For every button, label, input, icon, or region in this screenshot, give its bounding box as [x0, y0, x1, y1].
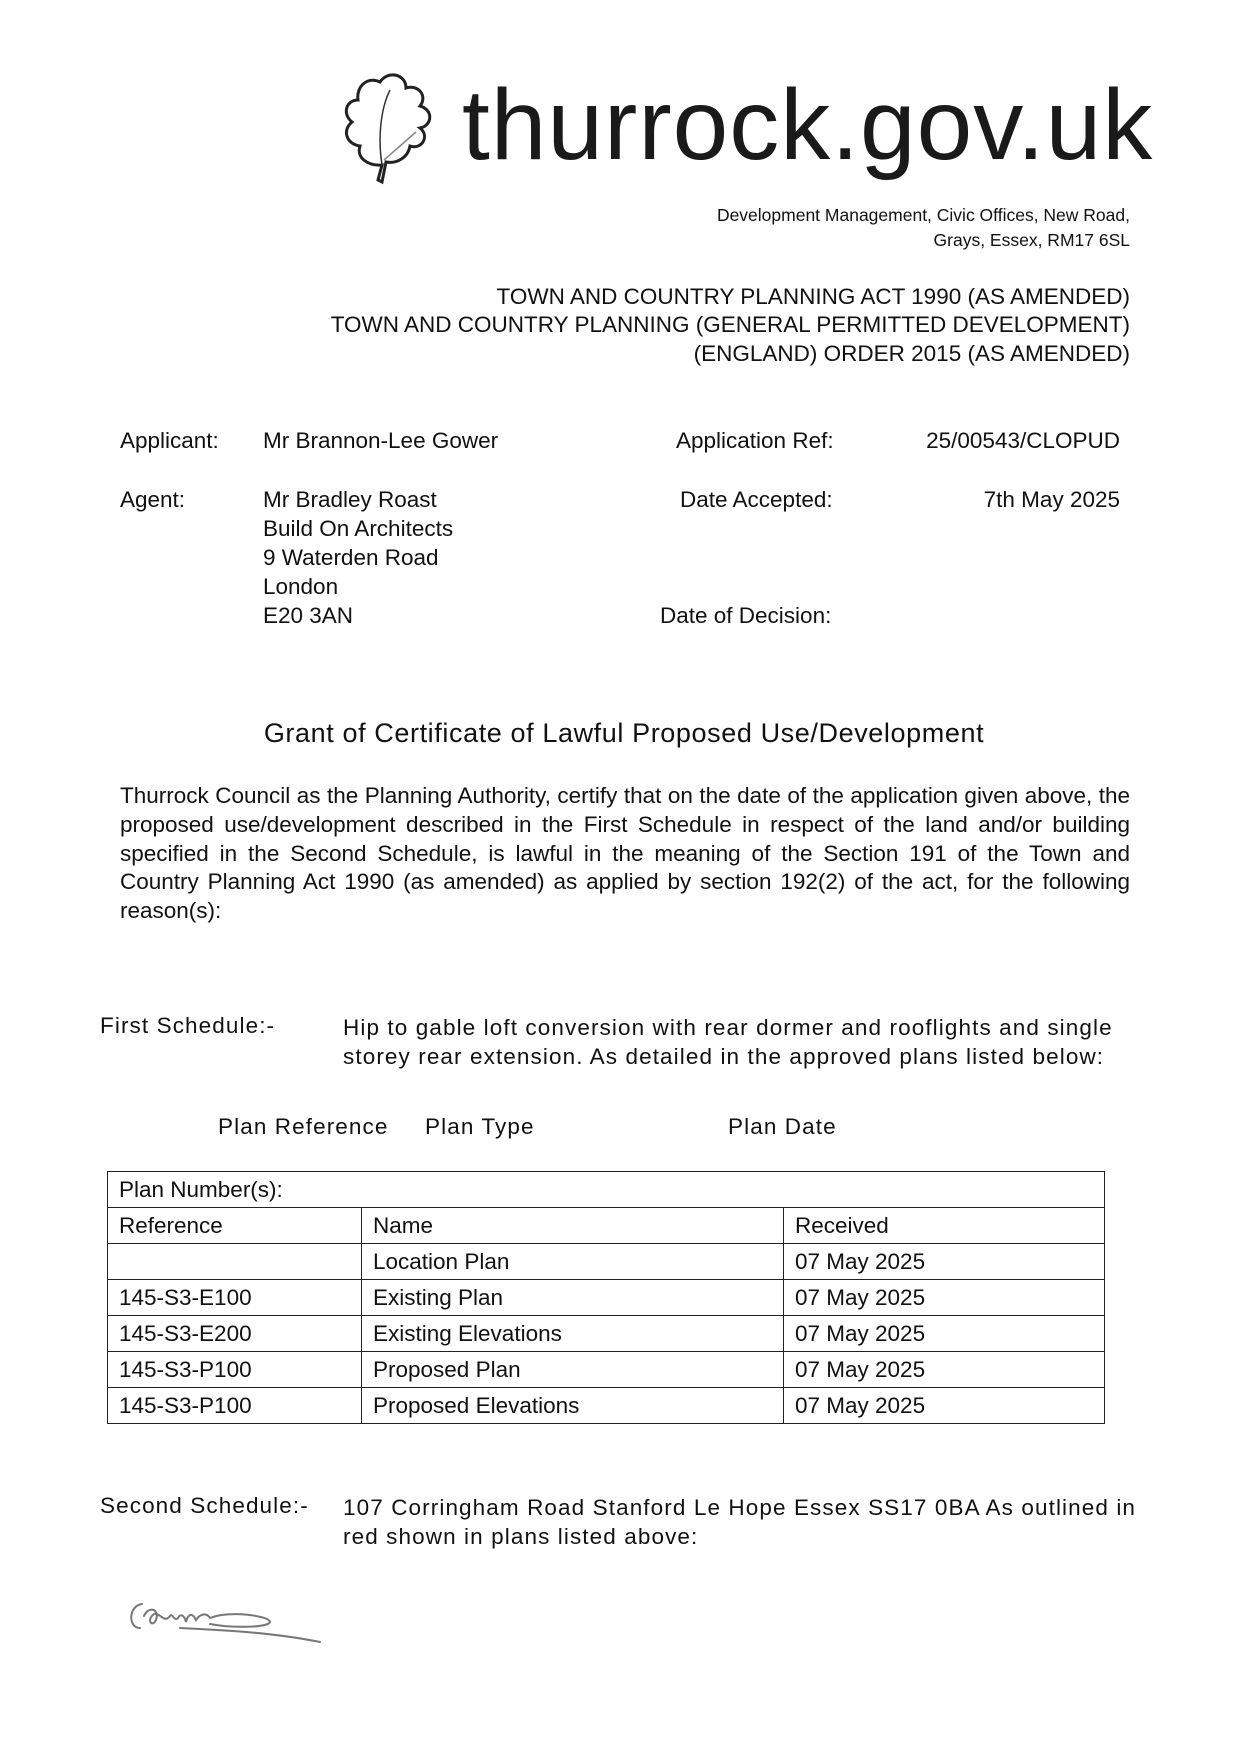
date-of-decision-label: Date of Decision:	[660, 603, 832, 628]
cell-name: Proposed Elevations	[362, 1388, 784, 1424]
certificate-title: Grant of Certificate of Lawful Proposed Use/Development	[263, 718, 985, 748]
table-caption: Plan Number(s):	[108, 1172, 1105, 1208]
act-line-2: TOWN AND COUNTRY PLANNING (GENERAL PERMITTED DEVELOPMENT)	[330, 312, 1130, 337]
table-row	[108, 1388, 1105, 1424]
agent-line: London	[263, 574, 339, 599]
cell-name: Existing Elevations	[362, 1316, 784, 1352]
signature-icon	[120, 1590, 350, 1650]
cell-received: 07 May 2025	[784, 1316, 1105, 1352]
application-ref-label: Application Ref:	[676, 428, 834, 453]
table-row	[108, 1352, 1105, 1388]
address-line-1: Development Management, Civic Offices, New Road,	[716, 205, 1130, 225]
cell-name: Existing Plan	[362, 1280, 784, 1316]
cell-reference: 145-S3-P100	[108, 1352, 362, 1388]
oak-leaf-logo-icon	[338, 70, 438, 185]
cell-reference: 145-S3-E200	[108, 1316, 362, 1352]
plan-reference-header: Plan Reference	[218, 1114, 389, 1139]
cell-reference: 145-S3-P100	[108, 1388, 362, 1424]
application-ref-value: 25/00543/CLOPUD	[926, 428, 1120, 453]
first-schedule-text: Hip to gable loft conversion with rear dormer and rooflights and single storey rear extension. As detailed in the approved plans listed below:	[343, 1015, 1113, 1069]
agent-line: Mr Bradley Roast	[263, 487, 437, 512]
agent-line: E20 3AN	[263, 603, 354, 628]
agent-label: Agent:	[120, 487, 186, 512]
cell-received: 07 May 2025	[784, 1388, 1105, 1424]
act-line-3: (ENGLAND) ORDER 2015 (AS AMENDED)	[693, 341, 1130, 366]
second-schedule-text: 107 Corringham Road Stanford Le Hope Essex SS17 0BA As outlined in red shown in plans listed above:	[343, 1495, 1137, 1549]
plans-table	[107, 1171, 1105, 1424]
cell-reference	[108, 1244, 362, 1280]
table-row	[108, 1280, 1105, 1316]
header-reference: Reference	[108, 1208, 362, 1244]
agent-line: Build On Architects	[263, 516, 454, 541]
header-received: Received	[784, 1208, 1105, 1244]
table-header-row	[108, 1208, 1105, 1244]
logo-text: thurrock.gov.uk	[462, 69, 1154, 181]
plan-date-header: Plan Date	[728, 1114, 837, 1139]
cell-received: 07 May 2025	[784, 1244, 1105, 1280]
cell-received: 07 May 2025	[784, 1352, 1105, 1388]
agent-line: 9 Waterden Road	[263, 545, 439, 570]
table-row	[108, 1316, 1105, 1352]
cell-name: Proposed Plan	[362, 1352, 784, 1388]
cell-reference: 145-S3-E100	[108, 1280, 362, 1316]
act-line-1: TOWN AND COUNTRY PLANNING ACT 1990 (AS AMENDED)	[496, 284, 1130, 309]
applicant-value: Mr Brannon-Lee Gower	[263, 428, 499, 453]
certification-paragraph: Thurrock Council as the Planning Authority, certify that on the date of the application given above, the proposed use/development described in the First Schedule in respect of the land and/or building specified in the Second Schedule, is lawful in the meaning of the Section 191 of the Town and Country Planning Act 1990 (as amended) as applied by section 192(2) of the act, for the following reason(s):	[120, 783, 1130, 924]
applicant-label: Applicant:	[120, 428, 219, 453]
address-line-2: Grays, Essex, RM17 6SL	[933, 230, 1130, 250]
table-row	[108, 1244, 1105, 1280]
header-name: Name	[362, 1208, 784, 1244]
date-accepted-label: Date Accepted:	[680, 487, 833, 512]
cell-received: 07 May 2025	[784, 1280, 1105, 1316]
second-schedule-label: Second Schedule:-	[100, 1493, 309, 1518]
first-schedule-label: First Schedule:-	[100, 1013, 276, 1038]
plan-type-header: Plan Type	[425, 1114, 535, 1139]
cell-name: Location Plan	[362, 1244, 784, 1280]
date-accepted-value: 7th May 2025	[983, 487, 1120, 512]
